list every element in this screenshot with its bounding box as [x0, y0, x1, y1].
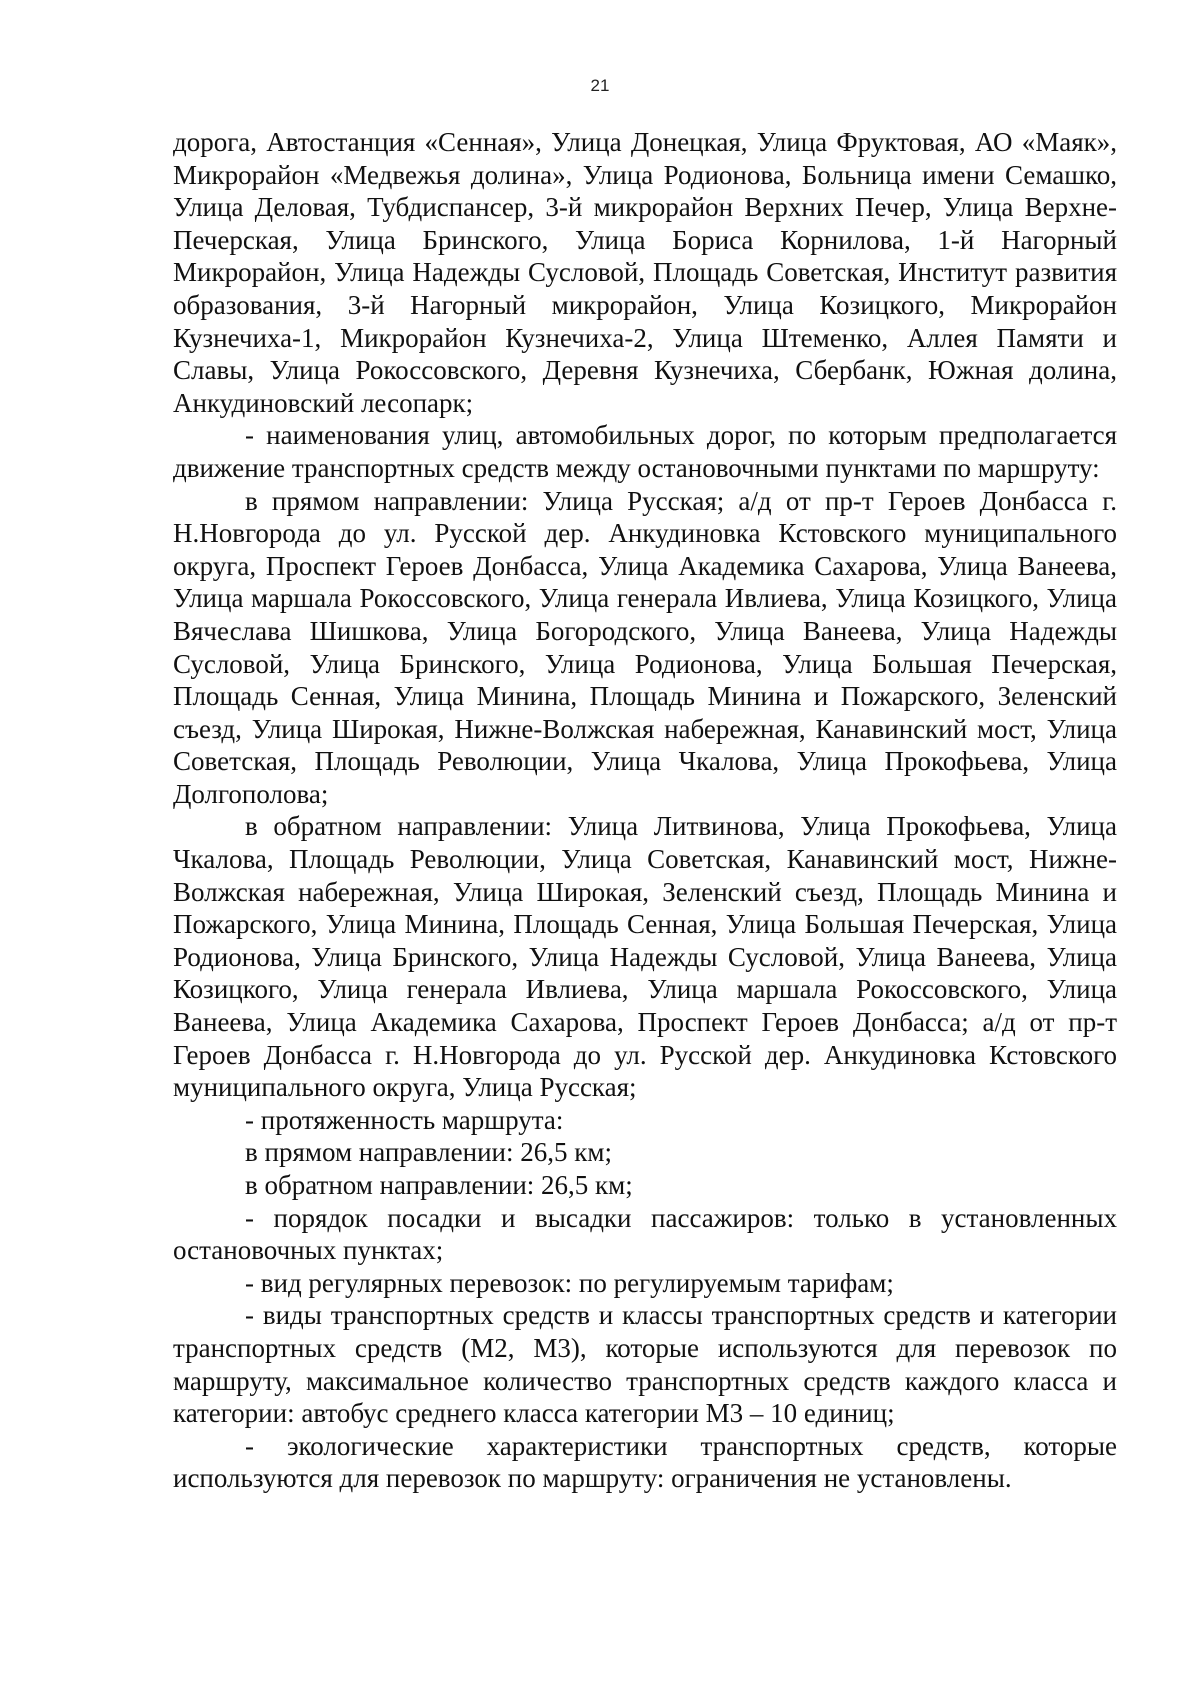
document-body — [173, 126, 1117, 1495]
paragraph-transport-type: - вид регулярных перевозок: по регулируемым тарифам; — [245, 1267, 894, 1298]
paragraph-reverse-length: в обратном направлении: 26,5 км; — [245, 1170, 633, 1200]
paragraph-forward-direction: в прямом направлении: Улица Русская; а/д от пр-т Героев Донбасса г. Н.Новгорода до ул. Русской дер. Анкудиновка Кстовского муниципального округа, Проспект Героев Донбасса, Улица Академика Сахарова, Улица Ванеева, Улица маршала Рокоссовского, Улица генерала Ивлиева, Улица Козицкого, Улица Вячеслава Шишкова, Улица Богородского, Улица Ванеева, Улица Надежды Сусловой, Улица Бринского, Улица Родионова, Улица Большая Печерская, Площадь Сенная, Улица Минина, Площадь Минина и Пожарского, Зеленский съезд, Улица Широкая, Нижне-Волжская набережная, Канавинский мост, Улица Советская, Площадь Революции, Улица Чкалова, Улица Прокофьева, Улица Долгополова; — [173, 485, 1117, 809]
paragraph-route-length-heading: - протяженность маршрута: — [245, 1104, 564, 1135]
paragraph-vehicle-classes: - виды транспортных средств и классы транспортных средств и категории транспортных средств (М2, М3), которые используются для перевозок по маршруту, максимальное количество транспортных средств каждого класса и категории: автобус среднего класса категории М3 – 10 единиц; — [173, 1300, 1117, 1429]
paragraph-ecological-characteristics: - экологические характеристики транспортных средств, которые используются для перевозок по маршруту: ограничения не установлены. — [173, 1430, 1117, 1494]
paragraph-forward-length: в прямом направлении: 26,5 км; — [245, 1137, 612, 1168]
paragraph-reverse-direction: в обратном направлении: Улица Литвинова, Улица Прокофьева, Улица Чкалова, Площадь Революции, Улица Советская, Канавинский мост, Нижне-Волжская набережная, Улица Широкая, Зеленский съезд, Площадь Минина и Пожарского, Улица Минина, Площадь Сенная, Улица Большая Печерская, Улица Родионова, Улица Бринского, Улица Надежды Сусловой, Улица Ванеева, Улица Козицкого, Улица генерала Ивлиева, Улица маршала Рокоссовского, Улица Ванеева, Улица Академика Сахарова, Проспект Героев Донбасса; а/д от пр-т Героев Донбасса г. Н.Новгорода до ул. Русской дер. Анкудиновка Кстовского муниципального округа, Улица Русская; — [173, 811, 1117, 1103]
paragraph-stop-list-continuation: дорога, Автостанция «Сенная», Улица Донецкая, Улица Фруктовая, АО «Маяк», Микрорайон «Медвежья долина», Улица Родионова, Больница имени Семашко, Улица Деловая, Тубдиспансер, 3-й микрорайон Верхних Печер, Улица Верхне-Печерская, Улица Бринского, Улица Бориса Корнилова, 1-й Нагорный Микрорайон, Улица Надежды Сусловой, Площадь Советская, Институт развития образования, 3-й Нагорный микрорайон, Улица Козицкого, Микрорайон Кузнечиха-1, Микрорайон Кузнечиха-2, Улица Штеменко, Аллея Памяти и Славы, Улица Рокоссовского, Деревня Кузнечиха, Сбербанк, Южная долина, Анкудиновский лесопарк; — [173, 127, 1117, 418]
page-number: 21 — [590, 76, 610, 95]
paragraph-boarding-order: - порядок посадки и высадки пассажиров: только в установленных остановочных пунктах; — [173, 1202, 1117, 1266]
paragraph-street-names-heading: - наименования улиц, автомобильных дорог, по которым предполагается движение транспортных средств между остановочными пунктами по маршруту: — [173, 420, 1117, 483]
